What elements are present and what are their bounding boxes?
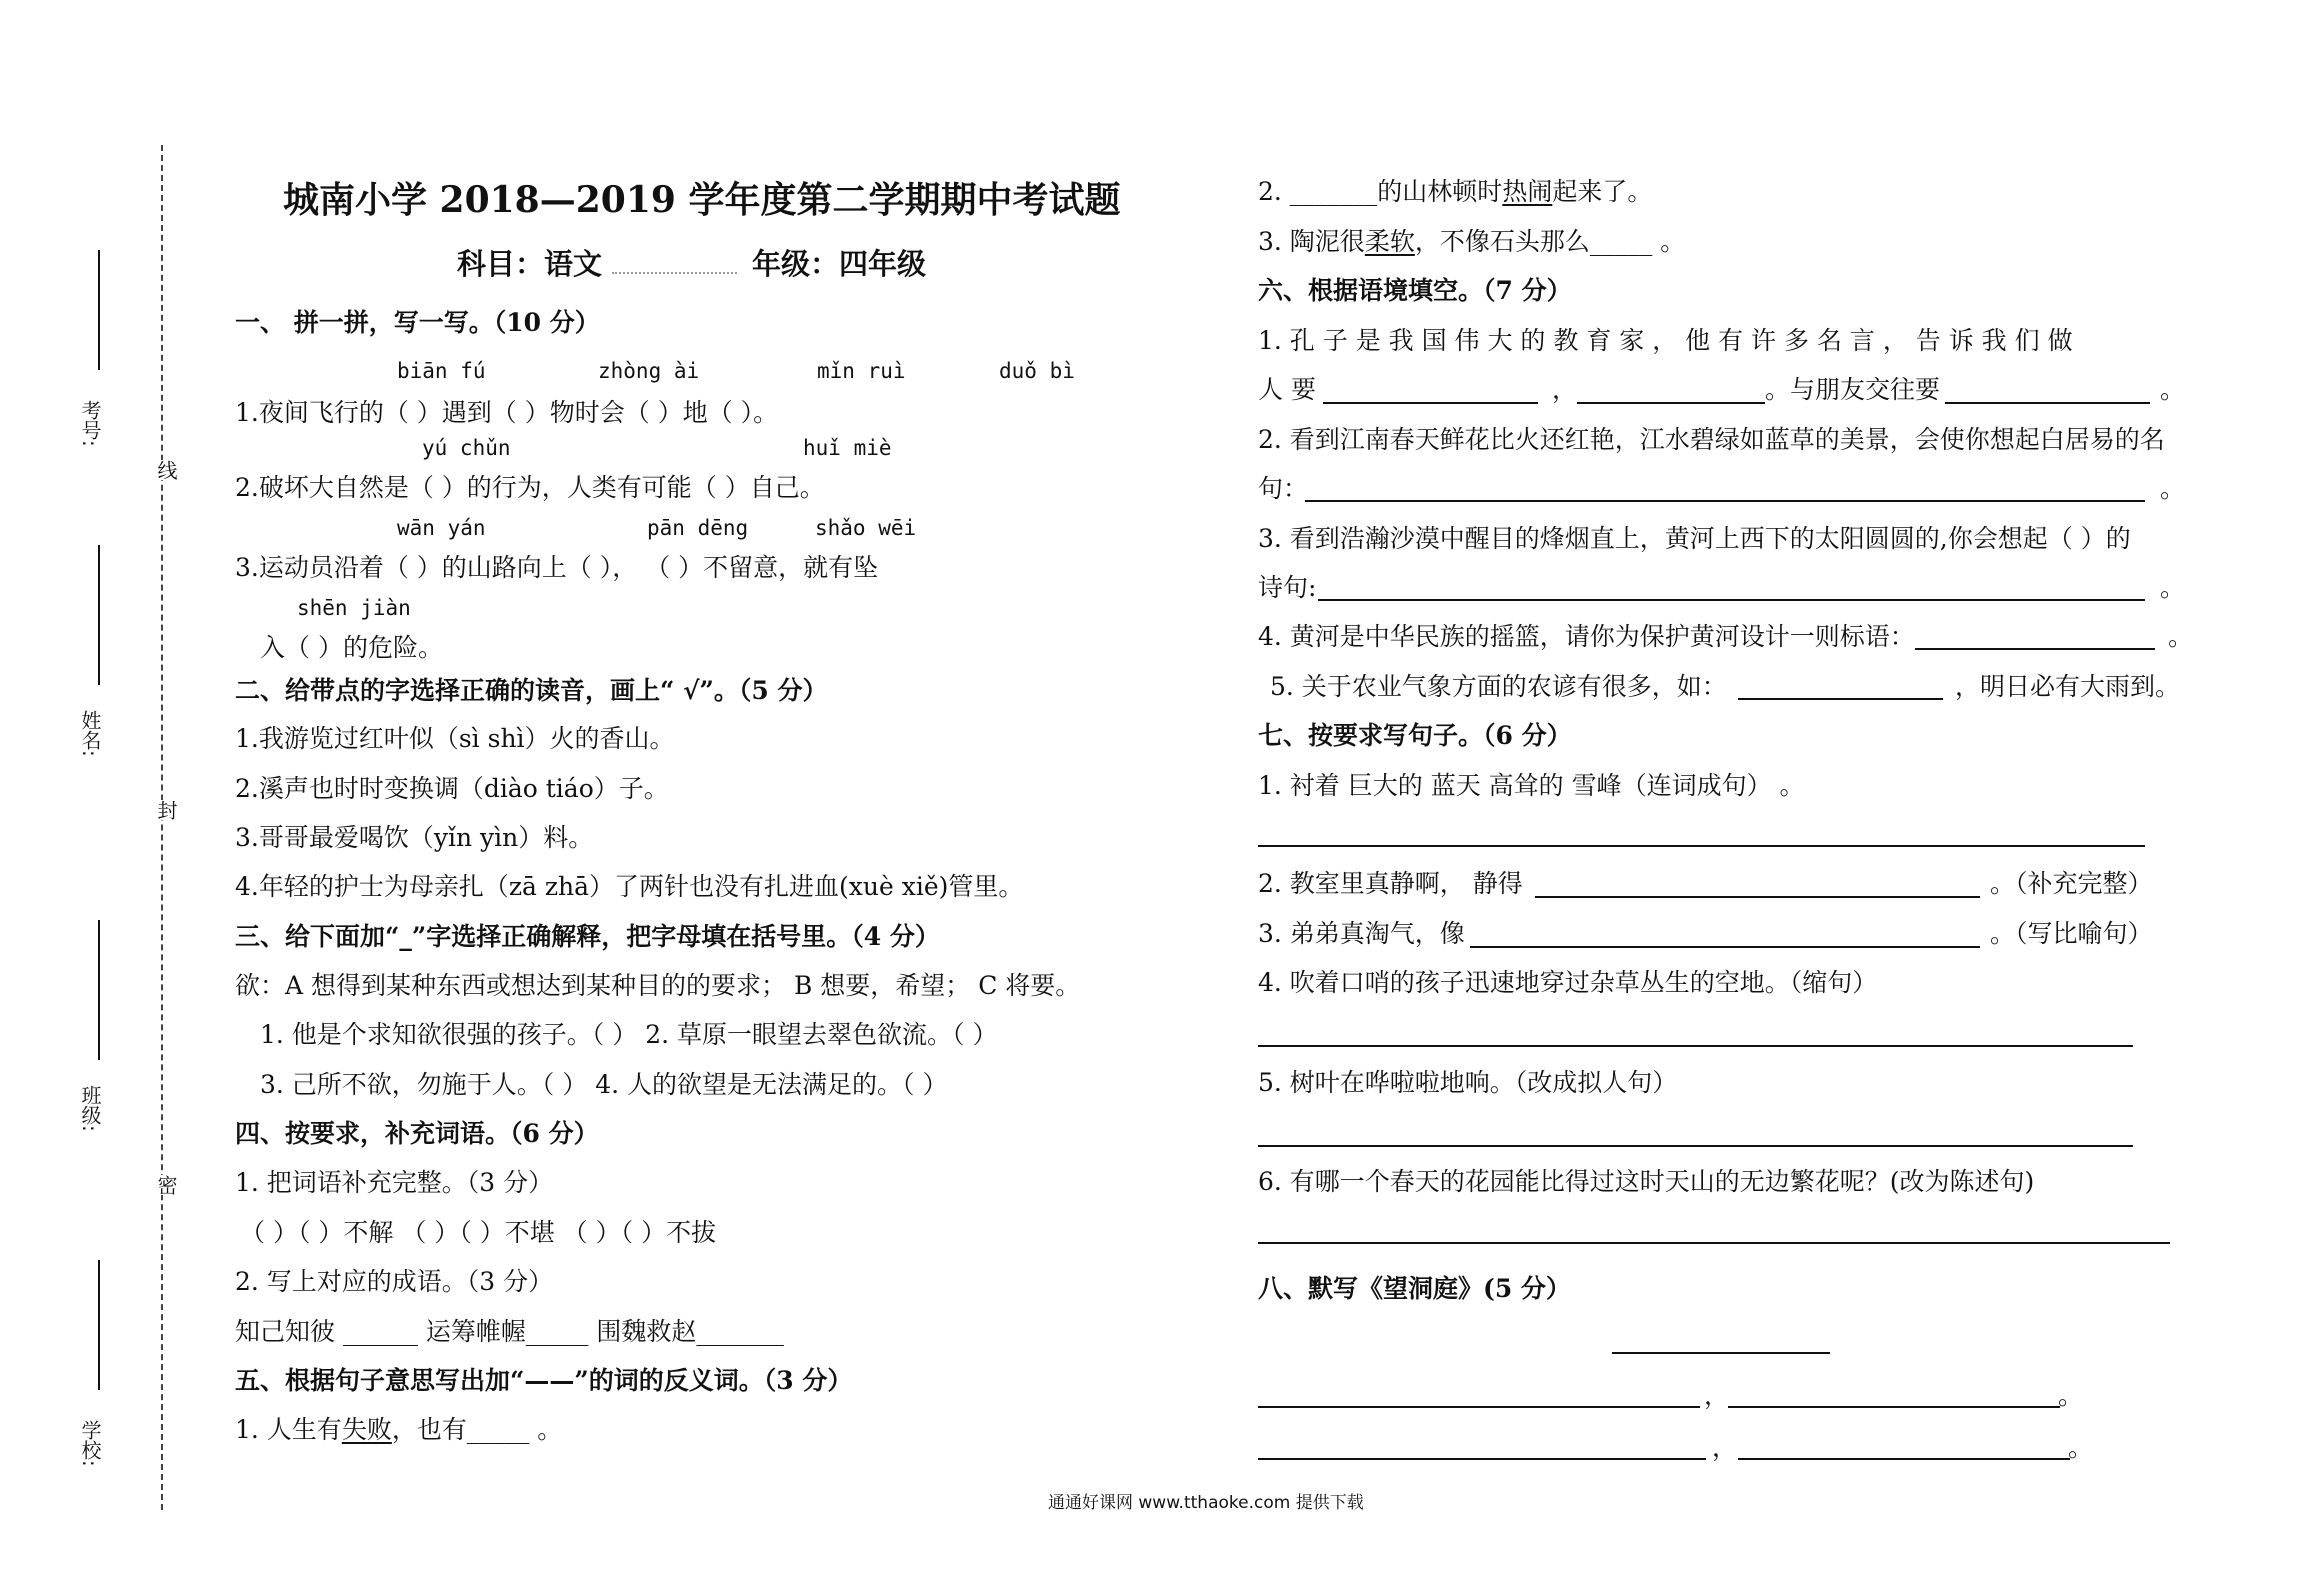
question-text: 5. 树叶在哗啦啦地响。（改成拟人句） (1258, 1068, 1678, 1097)
question-text: 4. 吹着口哨的孩子迅速地穿过杂草丛生的空地。（缩句） (1258, 968, 1878, 997)
question-text: 2. _______的山林顿时热闹起来了。 (1258, 177, 1653, 206)
gutter-label-banji: 班级: (78, 1085, 102, 1132)
question-text: 3. 看到浩瀚沙漠中醒目的烽烟直上，黄河上西下的太阳圆圆的,你会想起（ ）的 (1258, 524, 2131, 553)
question-text: 5. 关于农业气象方面的农谚有很多，如： (1270, 672, 1727, 701)
question-text: 。 (2160, 474, 2186, 503)
pinyin: mǐn ruì (817, 359, 906, 383)
question-text: 人 要 (1258, 375, 1316, 404)
answer-line[interactable] (1535, 896, 1980, 898)
gutter-mark-feng: 封 (152, 800, 181, 820)
gutter-label-xingming: 姓名: (78, 710, 102, 757)
pinyin: huǐ miè (803, 436, 892, 460)
pinyin: duǒ bì (999, 359, 1075, 383)
punctuation: 。 (2068, 1433, 2094, 1462)
question-text: 3. 弟弟真淘气，像 (1258, 919, 1465, 948)
question-text: 3. 陶泥很柔软，不像石头那么_____ 。 (1258, 227, 1686, 256)
question-text: 2. 看到江南春天鲜花比火还红艳，江水碧绿如蓝草的美景，会使你想起白居易的名 (1258, 425, 2165, 454)
section-5-heading: 五、根据句子意思写出加“——”的词的反义词。（3 分） (235, 1366, 853, 1395)
answer-line[interactable] (1915, 648, 2155, 650)
poem-line[interactable] (1258, 1458, 1706, 1460)
question-text: 入（ ）的危险。 (260, 633, 443, 662)
pinyin: zhòng ài (598, 359, 700, 383)
page-title: 城南小学 2018—2019 学年度第二学期期中考试题 (283, 179, 1121, 221)
question-text: 3.运动员沿着（ ）的山路向上（ ）， （ ）不留意，就有坠 (235, 553, 879, 582)
gutter-mark-mi: 密 (152, 1175, 181, 1195)
pinyin: biān fú (397, 359, 486, 383)
question-text: （ ）（ ）不解 （ ）（ ）不堪 （ ）（ ）不拔 (240, 1218, 717, 1247)
gutter-mark-xian: 线 (152, 460, 181, 480)
answer-line[interactable] (1305, 500, 2145, 502)
poem-line[interactable] (1258, 1406, 1700, 1408)
gutter-line-kaohao (98, 250, 100, 370)
question-text: 知己知彼 ______ 运筹帷幄_____ 围魏救赵_______ (235, 1317, 784, 1346)
question-text: 2.溪声也时时变换调（diào tiáo）子。 (235, 774, 669, 803)
answer-line[interactable] (1945, 402, 2150, 404)
question-text: 2. 写上对应的成语。（3 分） (235, 1267, 554, 1296)
question-text: 4. 黄河是中华民族的摇篮，请你为保护黄河设计一则标语： (1258, 622, 1915, 651)
answer-line[interactable] (1470, 946, 1980, 948)
section-7-heading: 七、按要求写句子。（6 分） (1258, 721, 1572, 750)
answer-line[interactable] (1738, 698, 1943, 700)
subject-dotted-line (612, 272, 737, 274)
section-8-heading: 八、默写《望洞庭》(5 分） (1258, 1274, 1571, 1303)
poem-line[interactable] (1738, 1458, 2070, 1460)
question-text: 句： (1258, 474, 1309, 503)
answer-line[interactable] (1258, 1242, 2170, 1244)
pinyin: wān yán (397, 516, 486, 540)
answer-line[interactable] (1323, 402, 1538, 404)
poem-title-line[interactable] (1612, 1352, 1830, 1354)
question-text: 1. 他是个求知欲很强的孩子。（ ） 2. 草原一眼望去翠色欲流。（ ） (260, 1020, 998, 1049)
section-3-heading: 三、给下面加“_”字选择正确解释，把字母填在括号里。（4 分） (235, 922, 940, 951)
question-text: 1. 衬着 巨大的 蓝天 高耸的 雪峰（连词成句） 。 (1258, 771, 1805, 800)
gutter-line-banji (98, 920, 100, 1060)
question-text: 2. 教室里真静啊， 静得 (1258, 869, 1523, 898)
section-1-heading: 一、 拼一拼，写一写。（10 分） (235, 308, 600, 337)
definition-text: 欲：A 想得到某种东西或想达到某种目的的要求； B 想要，希望； C 将要。 (235, 971, 1081, 1000)
question-text: 1. 人生有失败，也有_____ 。 (235, 1415, 563, 1444)
question-text: 1. 把词语补充完整。（3 分） (235, 1168, 554, 1197)
pinyin: shǎo wēi (815, 516, 917, 540)
punctuation: ， (1712, 1433, 1738, 1462)
punctuation: ， (1704, 1381, 1730, 1410)
question-text: 。 (2168, 622, 2194, 651)
question-text: 3.哥哥最爱喝饮（yǐn yìn）料。 (235, 823, 594, 852)
pinyin: pān dēng (647, 516, 749, 540)
subject-label: 科目：语文 (457, 247, 603, 281)
question-text: 1.我游览过红叶似（sì shì）火的香山。 (235, 724, 675, 753)
footer-text: 通通好课网 www.tthaoke.com 提供下载 (1048, 1493, 1364, 1513)
gutter-label-kaohao: 考号: (78, 400, 102, 447)
question-text: 。（写比喻句） (1990, 919, 2153, 948)
question-text: 2.破坏大自然是（ ）的行为，人类有可能（ ）自己。 (235, 473, 825, 502)
answer-line[interactable] (1577, 402, 1765, 404)
punctuation: 。 (2058, 1381, 2084, 1410)
answer-line[interactable] (1258, 845, 2145, 847)
answer-line[interactable] (1258, 1045, 2133, 1047)
question-text: 。 (2160, 375, 2186, 404)
answer-line[interactable] (1318, 599, 2145, 601)
gutter-line-xuexiao (98, 1260, 100, 1390)
question-text: 1.夜间飞行的（ ）遇到（ ）物时会（ ）地（ ）。 (235, 398, 779, 427)
section-4-heading: 四、按要求，补充词语。（6 分） (235, 1119, 599, 1148)
pinyin: yú chǔn (422, 436, 511, 460)
pinyin: shēn jiàn (297, 596, 411, 620)
question-text: 1. 孔 子 是 我 国 伟 大 的 教 育 家 ， 他 有 许 多 名 言 ， 告 诉 我 们 做 (1258, 326, 2073, 355)
question-text: 6. 有哪一个春天的花园能比得过这时天山的无边繁花呢？(改为陈述句) (1258, 1167, 2035, 1196)
gutter-label-xuexiao: 学校: (78, 1420, 102, 1467)
question-text: 4.年轻的护士为母亲扎（zā zhā）了两针也没有扎进血(xuè xiě)管里。 (235, 872, 1024, 901)
poem-line[interactable] (1728, 1406, 2060, 1408)
question-text: 3. 己所不欲，勿施于人。（ ） 4. 人的欲望是无法满足的。（ ） (260, 1070, 948, 1099)
question-text: 。与朋友交往要 (1765, 375, 1941, 404)
answer-line[interactable] (1258, 1145, 2133, 1147)
section-2-heading: 二、给带点的字选择正确的读音，画上“ √”。（5 分） (235, 676, 828, 705)
question-text: 。（补充完整） (1990, 869, 2153, 898)
grade-label: 年级：四年级 (752, 247, 927, 281)
section-6-heading: 六、根据语境填空。（7 分） (1258, 276, 1572, 305)
question-text: 诗句: (1258, 573, 1317, 602)
binding-dotted-line (161, 145, 163, 1510)
gutter-line-xingming (98, 545, 100, 685)
question-text: 。 (2160, 573, 2186, 602)
question-text: ，明日必有大雨到。 (1955, 672, 2181, 701)
question-text: ， (1552, 375, 1578, 404)
